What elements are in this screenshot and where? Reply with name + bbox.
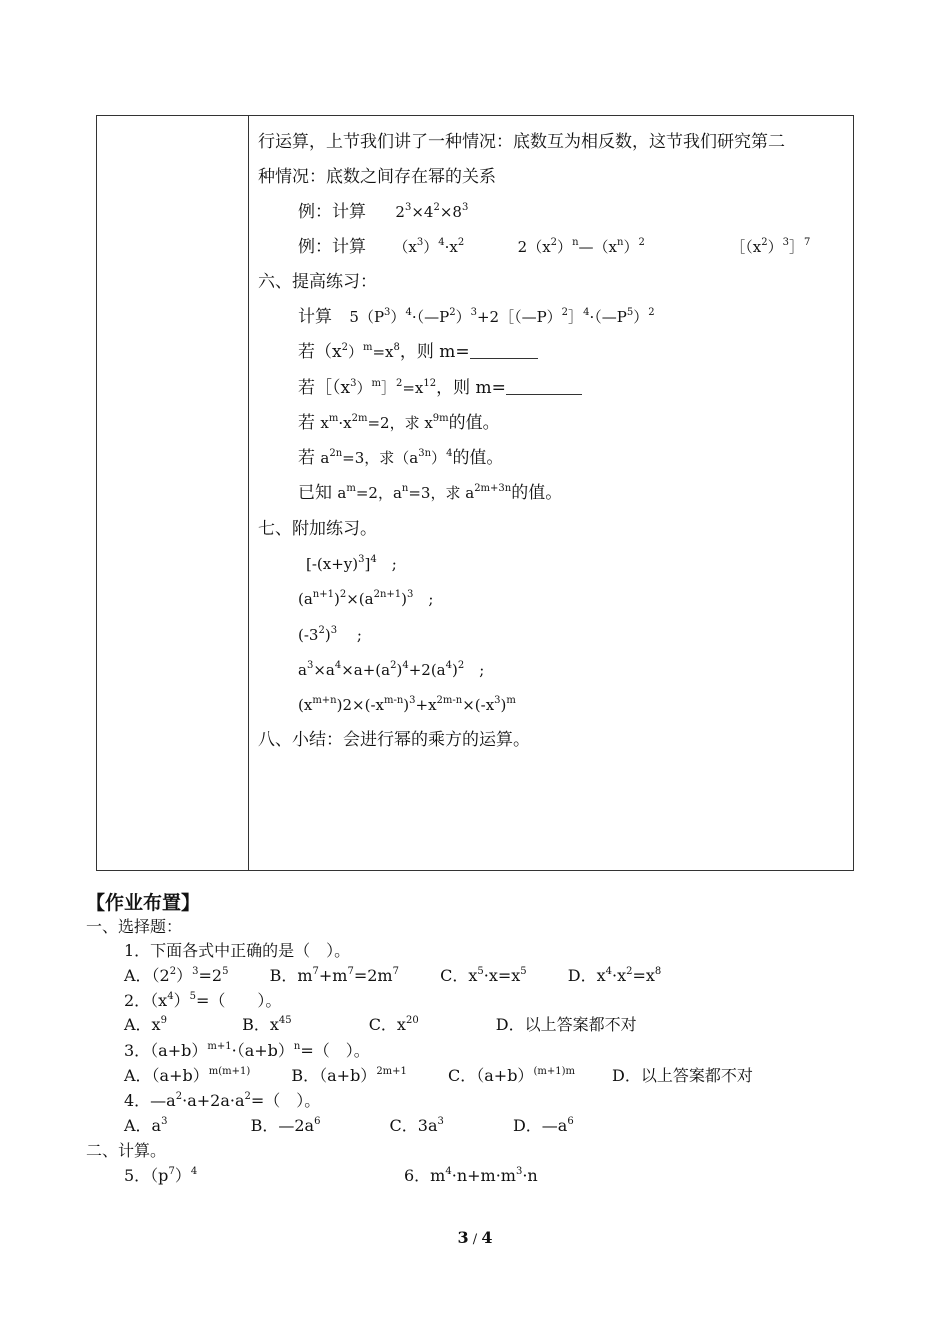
answer-blank[interactable] bbox=[506, 378, 582, 395]
extra-exercise-5: $(x^{m+n})2\times(-x^{m-n})^3+x^{2m-n}\times(-x^3)^m$ bbox=[298, 695, 516, 714]
intro-line-1: 行运算，上节我们讲了一种情况：底数互为相反数，这节我们研究第二 bbox=[258, 132, 785, 152]
question-4-stem: 4．$—a^2\cdot a+2a\cdot a^2=$（ ）。 bbox=[124, 1091, 321, 1110]
extra-exercise-2: $(a^{n+1})^2\times(a^{2n+1})^3$ ; bbox=[298, 589, 434, 608]
intro-line-2: 种情况：底数之间存在幂的关系 bbox=[258, 167, 496, 187]
option-b[interactable]: B．$(a+b)^{2m+1}$ bbox=[291, 1066, 407, 1085]
option-b[interactable]: B．$—2a^6$ bbox=[250, 1116, 321, 1135]
section-7-heading: 七、附加练习。 bbox=[258, 519, 377, 539]
table-left-column bbox=[97, 116, 249, 870]
question-6: 6．$m^4\cdot n+m\cdot m^3\cdot n$ bbox=[404, 1166, 538, 1185]
section-8-heading: 八、小结：会进行幂的乘方的运算。 bbox=[258, 730, 530, 750]
extra-exercise-1: $[-(x+y)^3]^4$ ; bbox=[306, 554, 397, 573]
option-c[interactable]: C．$3a^3$ bbox=[389, 1116, 444, 1135]
homework-title: 【作业布置】 bbox=[86, 892, 201, 914]
part-2-heading: 二、计算。 bbox=[86, 1141, 167, 1160]
option-a[interactable]: A．$x^9$ bbox=[124, 1015, 167, 1034]
exercise-given: 已知 $a^m=2$，$a^n=3$，求 $a^{2m+3n}$的值。 bbox=[298, 483, 563, 503]
exercise-if-2: 若$[(x^3)^m]^2=x^{12}$，则 m= bbox=[298, 377, 582, 399]
question-3-options bbox=[124, 1065, 753, 1087]
calc-exercise: 计算 $5(P^3)^4\cdot(—P^2)^3+2[(—P)^2]^4\cdot(—P^5)^2$ bbox=[298, 307, 655, 327]
part-1-heading: 一、选择题： bbox=[86, 917, 183, 936]
exercise-if-3: 若 $x^m\cdot x^{2m}=2$，求 $x^{9m}$的值。 bbox=[298, 413, 500, 433]
option-b[interactable]: B．$x^{45}$ bbox=[242, 1015, 292, 1034]
extra-exercise-4: $a^3\times a^4\times a+(a^2)^4+2(a^4)^2$ ; bbox=[298, 660, 485, 679]
question-1-stem: 1．下面各式中正确的是（ ）。 bbox=[124, 941, 351, 960]
option-a[interactable]: A．$(a+b)^{m(m+1)}$ bbox=[124, 1066, 251, 1085]
question-4-options bbox=[124, 1115, 574, 1137]
example-2: 例：计算 $(x^3)^4\cdot x^2$ $2(x^2)^n—(x^n)^2$ $[(x^2)^3]^7$ bbox=[298, 237, 811, 257]
section-6-heading: 六、提高练习： bbox=[258, 272, 377, 292]
option-a[interactable]: A．$a^3$ bbox=[124, 1116, 168, 1135]
option-d[interactable]: D．$—a^6$ bbox=[512, 1116, 574, 1135]
option-c[interactable]: C．$(a+b)^{(m+1)m}$ bbox=[448, 1066, 575, 1085]
question-1-options bbox=[124, 965, 661, 987]
option-d[interactable]: D．$x^4\cdot x^2=x^8$ bbox=[567, 966, 662, 985]
exercise-if-1: 若$(x^2)^m=x^8$，则 m= bbox=[298, 341, 538, 363]
example-1: 例：计算 $2^3\times 4^2\times 8^3$ bbox=[298, 202, 469, 222]
question-5: 5．$(p^7)^4$ bbox=[124, 1166, 198, 1185]
page-number: 3 / 4 bbox=[457, 1228, 493, 1247]
question-2-options bbox=[124, 1014, 637, 1036]
exercise-if-4: 若 $a^{2n}=3$，求$(a^{3n})^4$的值。 bbox=[298, 448, 504, 468]
answer-blank[interactable] bbox=[470, 342, 538, 359]
option-a[interactable]: A．$(2^2)^3=2^5$ bbox=[124, 966, 229, 985]
option-b[interactable]: B．$m^7+m^7=2m^7$ bbox=[269, 966, 399, 985]
question-2-stem: 2．$(x^4)^5=$（ ）。 bbox=[124, 991, 282, 1010]
option-d[interactable]: D．以上答案都不对 bbox=[495, 1015, 637, 1034]
option-c[interactable]: C．$x^{20}$ bbox=[368, 1015, 419, 1034]
option-c[interactable]: C．$x^5\cdot x=x^5$ bbox=[440, 966, 527, 985]
option-d[interactable]: D．以上答案都不对 bbox=[612, 1066, 753, 1085]
extra-exercise-3: $(-3^2)^3$ ; bbox=[298, 625, 362, 644]
question-3-stem: 3．$(a+b)^{m+1}\cdot(a+b)^n=$（ ）。 bbox=[124, 1041, 370, 1060]
